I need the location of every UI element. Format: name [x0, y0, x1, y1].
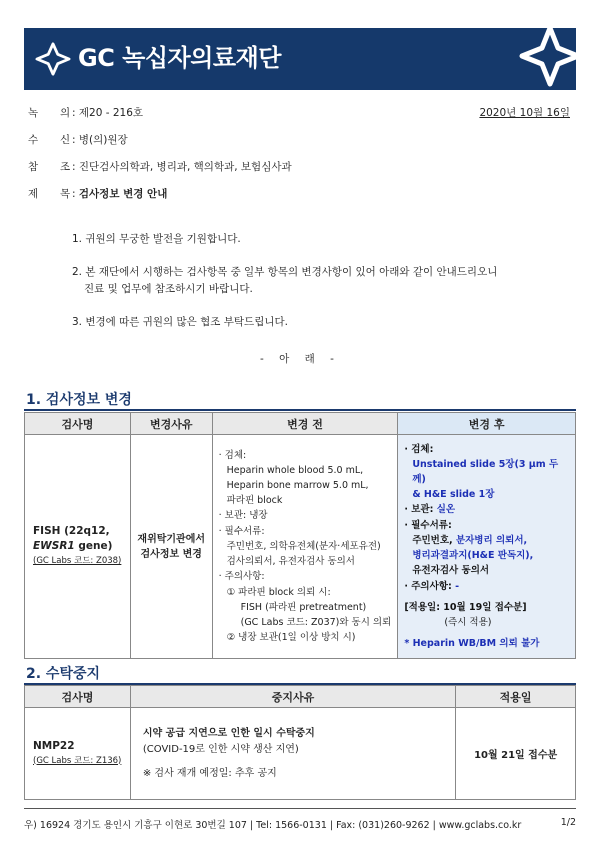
footer-address: 우) 16924 경기도 용인시 기흥구 이현로 30번길 107 | Tel: 1566-0131 | Fax: (031)260-9262 | www.gclabs.co.kr: [24, 820, 522, 831]
test-name: FISH (22q12,: [33, 525, 110, 537]
meta-key: 의: [60, 107, 71, 119]
page-number: 1/2: [560, 817, 576, 828]
below-heading: - 아 래 -: [260, 353, 340, 365]
paragraph-2: [72, 264, 572, 298]
meta-key: 신: [60, 134, 71, 146]
before-line: 파라핀 block: [226, 495, 283, 507]
test-gene: EWSR1: [33, 540, 75, 552]
reason-line: (COVID-19로 인한 시약 생산 지연): [142, 743, 299, 755]
after-cell: [398, 435, 576, 659]
test-name-cell: [25, 435, 131, 659]
doc-number: : 제20 - 216호: [72, 107, 144, 119]
change-reason-cell: [130, 435, 212, 659]
apply-date: [적용일: 10월 19일 접수분]: [404, 601, 527, 613]
apply-note: (즉시 적용): [444, 616, 492, 628]
reason-line: 시약 공급 지연으로 인한 일시 수탁중지: [142, 727, 315, 739]
table-header-row: [25, 686, 576, 708]
after-caution-label: · 주의사항:: [404, 580, 456, 592]
meta-key: 제: [28, 188, 39, 200]
after-storage: 실온: [436, 504, 456, 516]
meta-key: 목: [60, 188, 71, 200]
reason-line: 재위탁기관에서: [137, 533, 206, 545]
before-line: 검사의뢰서, 유전자검사 동의서: [226, 556, 355, 568]
document-meta: [28, 106, 578, 214]
reason-line: 검사정보 변경: [140, 548, 202, 560]
after-note: * Heparin WB/BM 의뢰 불가: [404, 638, 540, 650]
recipient: : 병(의)원장: [72, 134, 128, 146]
after-docs: 유전자검사 동의서: [412, 565, 490, 577]
before-line: 주민번호, 의학유전체(분자·세포유전): [226, 540, 381, 552]
doc-number-row: [28, 106, 578, 133]
cross-decoration-icon: [512, 28, 576, 90]
section-1-divider: [24, 409, 576, 411]
test-name-cell: [25, 708, 131, 800]
cc-list: : 진단검사의학과, 병리과, 핵의학과, 보험심사과: [72, 161, 292, 173]
after-storage-label: · 보관:: [404, 504, 437, 516]
before-line: Heparin whole blood 5.0 mL,: [226, 464, 364, 476]
cross-logo-icon: [34, 42, 72, 76]
column-header: 중지사유: [130, 686, 455, 708]
section-1-title: 1. 검사정보 변경: [26, 392, 132, 408]
meta-key: 수: [28, 134, 39, 146]
test-code: (GC Labs 코드: Z136): [33, 755, 122, 766]
doc-date: 2020년 10월 16일: [479, 107, 570, 119]
test-name-suffix: gene): [74, 540, 113, 552]
column-header: 적용일: [456, 686, 576, 708]
paragraph-3: 3. 변경에 따른 귀원의 많은 협조 부탁드립니다.: [72, 316, 288, 328]
before-line: (GC Labs 코드: Z037)와 동시 의뢰: [240, 616, 392, 628]
meta-key: 참: [28, 161, 39, 173]
paragraph-1: 1. 귀원의 무궁한 발전을 기원합니다.: [72, 233, 241, 245]
recipient-row: [28, 133, 578, 160]
apply-date-cell: 10월 21일 접수분: [456, 708, 576, 800]
after-specimen-label: · 검체:: [404, 443, 434, 455]
after-docs-label: · 필수서류:: [404, 519, 452, 531]
table-row: [25, 435, 576, 659]
section-2-title: 2. 수탁중지: [26, 666, 101, 682]
before-line: ② 냉장 보관(1일 이상 방치 시): [226, 632, 356, 644]
column-header: 변경 후: [398, 413, 576, 435]
after-specimen: & H&E slide 1장: [412, 489, 495, 501]
meta-key: 녹: [28, 107, 39, 119]
test-name: NMP22: [33, 739, 75, 752]
before-line: ① 파라핀 block 의뢰 시:: [226, 586, 331, 598]
subject-prefix: :: [72, 188, 79, 200]
body-paragraphs: [72, 231, 572, 347]
column-header: 검사명: [25, 686, 131, 708]
brand-name: GC 녹십자의료재단: [78, 44, 281, 72]
subject: 검사정보 변경 안내: [78, 188, 168, 200]
suspension-table: [24, 685, 576, 800]
footer-divider: [24, 808, 576, 809]
before-line: Heparin bone marrow 5.0 mL,: [226, 480, 369, 492]
before-line: · 보관: 냉장: [218, 510, 268, 522]
after-caution: -: [455, 580, 460, 592]
column-header: 검사명: [25, 413, 131, 435]
before-line: FISH (파라핀 pretreatment): [240, 601, 367, 613]
before-line: · 주의사항:: [218, 571, 265, 583]
after-specimen: Unstained slide 5장(3 μm 두께): [412, 458, 559, 486]
before-line: · 검체:: [218, 449, 247, 461]
column-header: 변경 전: [212, 413, 398, 435]
paragraph-2-line-1: 2. 본 재단에서 시행하는 검사항목 중 일부 항목의 변경사항이 있어 아래와 같이 안내드리오니: [72, 266, 498, 278]
after-docs: 주민번호,: [412, 534, 456, 546]
test-code: (GC Labs 코드: Z038): [33, 556, 122, 566]
table-header-row: [25, 413, 576, 435]
after-docs-new: 분자병리 의뢰서,: [455, 534, 528, 546]
after-docs-new: 병리과결과지(H&E 판독지),: [412, 550, 534, 562]
subject-row: [28, 187, 578, 214]
before-line: · 필수서류:: [218, 525, 265, 537]
paragraph-2-line-2: 진료 및 업무에 참조하시기 바랍니다.: [84, 283, 253, 295]
meta-key: 조: [60, 161, 71, 173]
before-cell: [212, 435, 398, 659]
footer: [24, 817, 576, 831]
column-header: 변경사유: [130, 413, 212, 435]
header-banner: [24, 28, 576, 90]
cc-row: [28, 160, 578, 187]
change-table: [24, 412, 576, 659]
table-row: [25, 708, 576, 800]
resume-note: ※ 검사 재개 예정일: 추후 공지: [142, 767, 277, 779]
suspension-reason-cell: [130, 708, 455, 800]
